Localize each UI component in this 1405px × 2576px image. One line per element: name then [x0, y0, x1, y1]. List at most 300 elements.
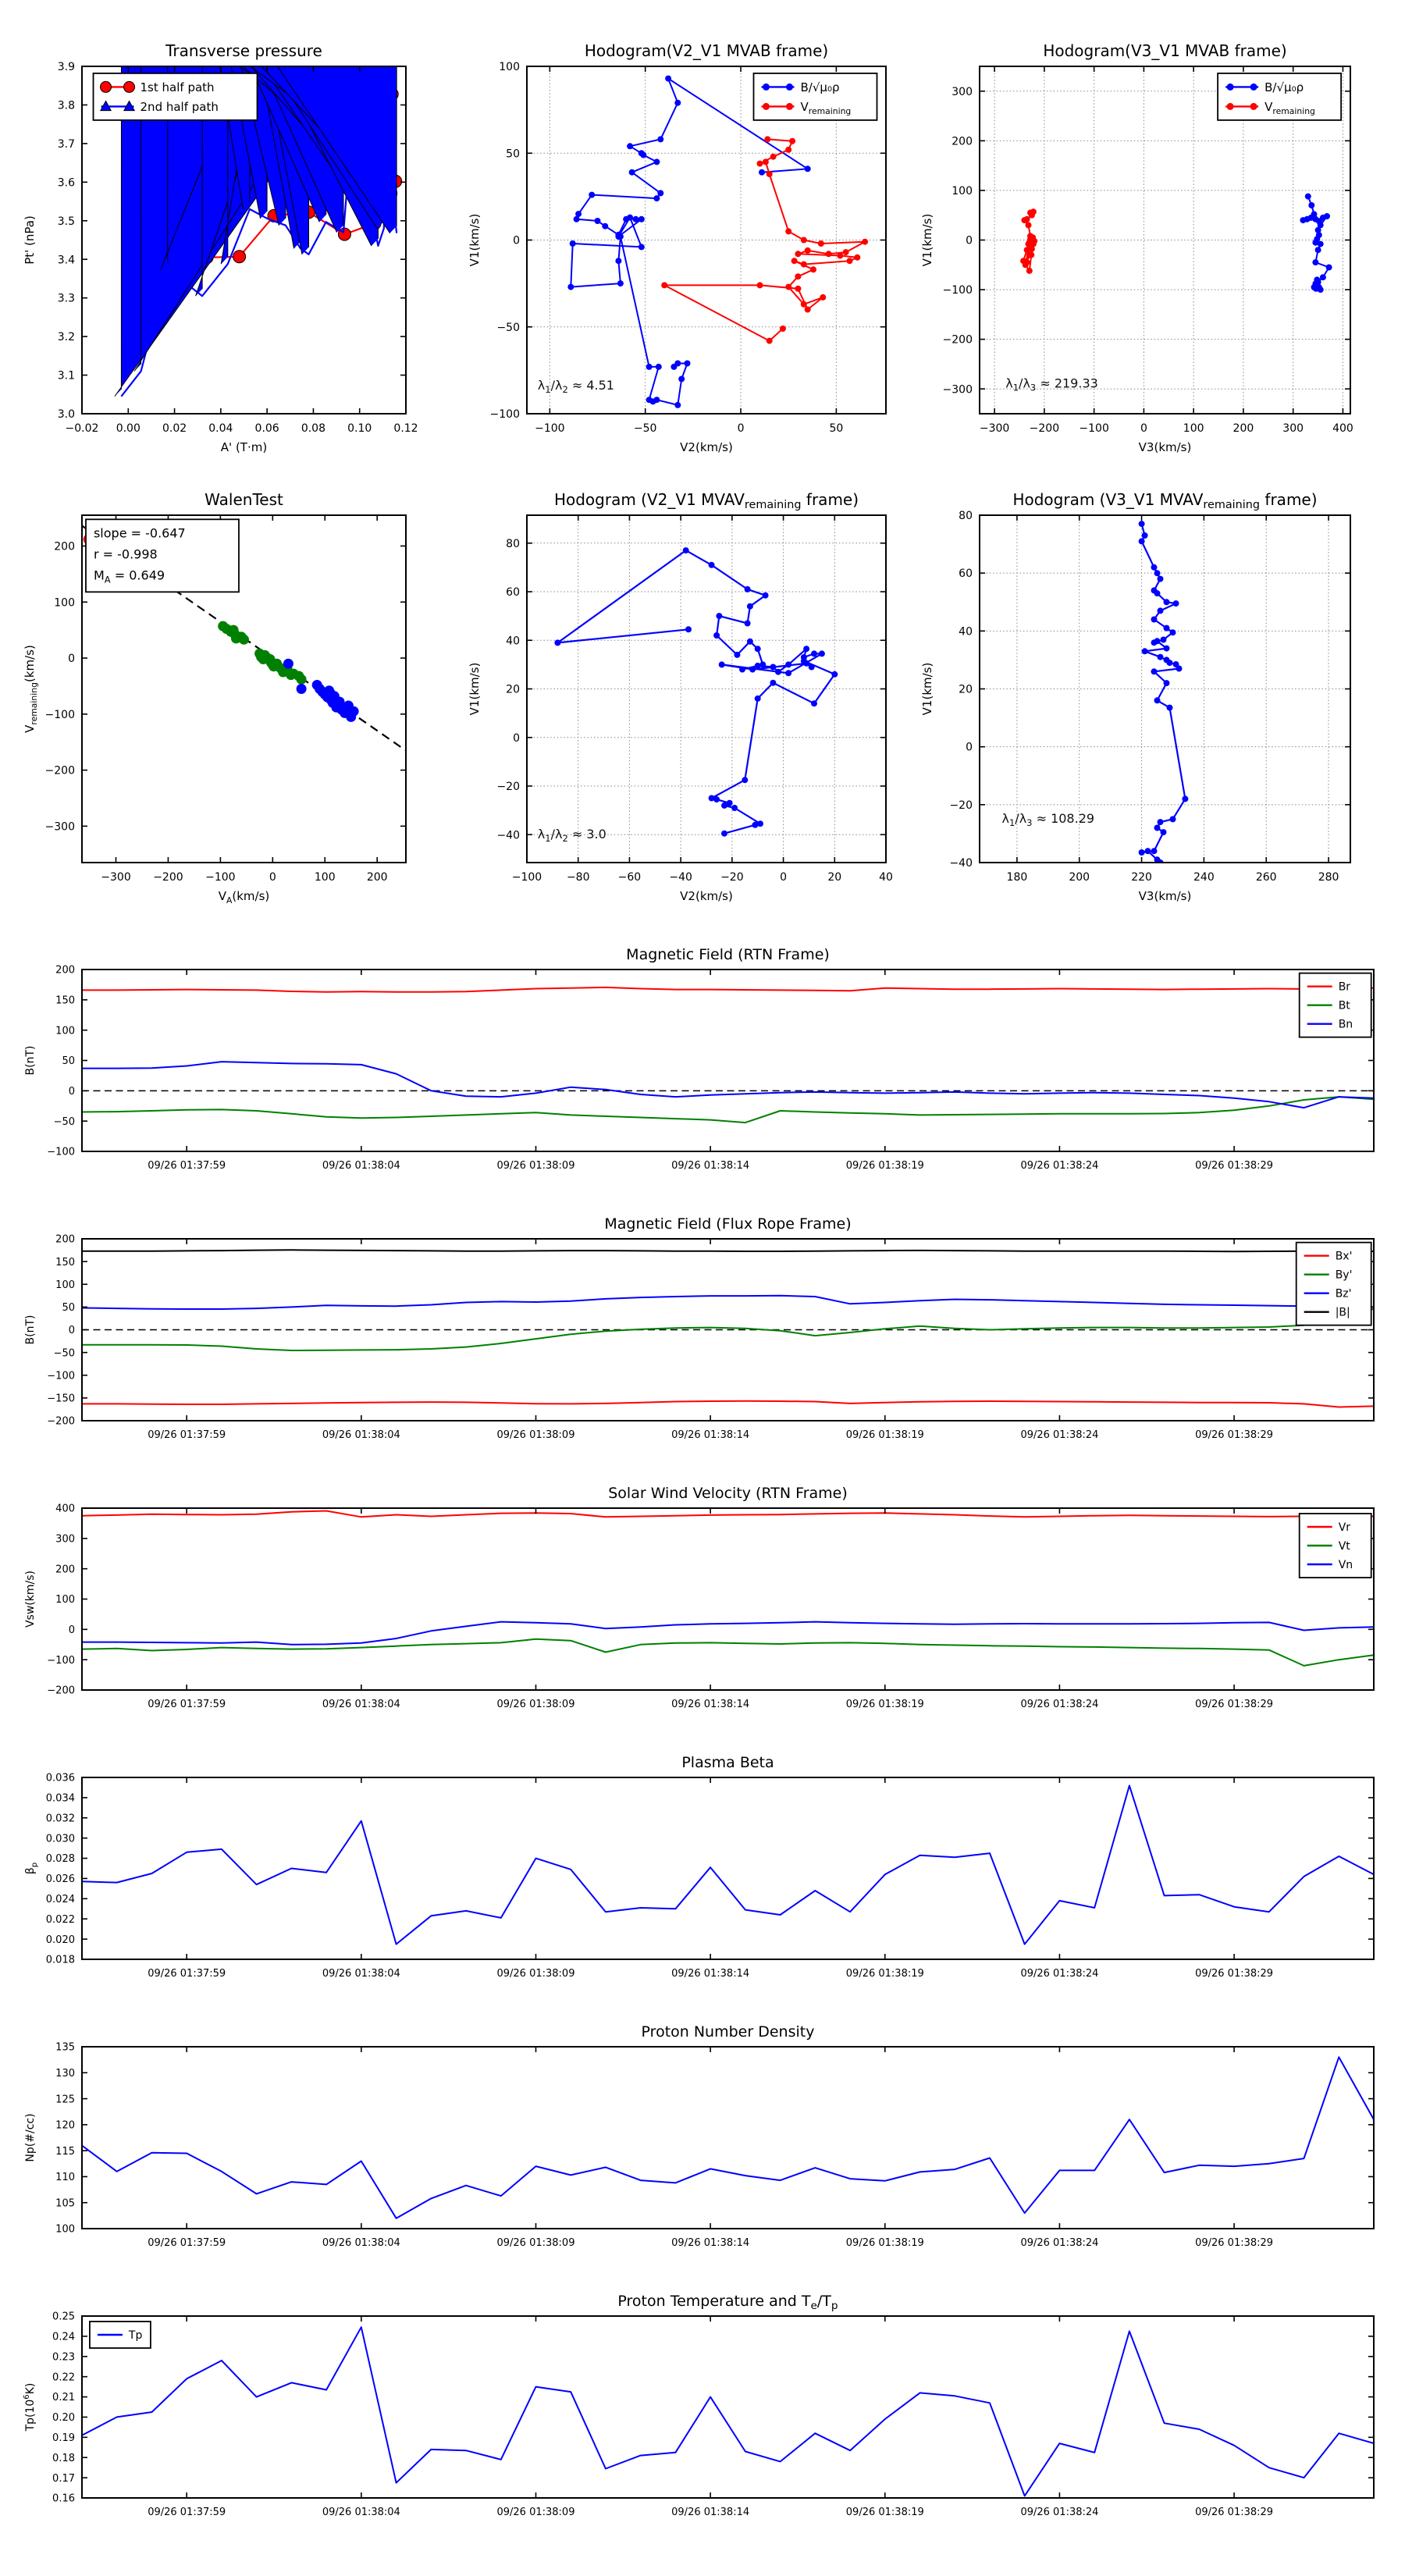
hodogram-v2v1-mvab-marker-1 [826, 251, 832, 257]
hodogram-v3v1-mvab-legend [1218, 73, 1341, 120]
plot-hodogram-v3v1-mvav [898, 449, 1405, 906]
hodogram-v2v1-mvav-marker-0 [755, 663, 761, 669]
axes-frame [82, 2047, 1374, 2229]
x-tick-label: 0.00 [116, 422, 140, 435]
y-tick-label: 0.20 [52, 2412, 75, 2425]
walen-test-title: WalenTest [205, 490, 283, 509]
hodogram-v3v1-mvav-ylabel: V1(km/s) [920, 662, 934, 716]
hodogram-v2v1-mvab-legend-marker [763, 84, 770, 91]
y-tick-label: 0.18 [52, 2452, 75, 2464]
transverse-pressure-title: Transverse pressure [165, 41, 322, 60]
x-tick-label: 09/26 01:38:09 [496, 2507, 575, 2518]
y-tick-label: 135 [55, 2041, 75, 2054]
x-tick-label: 09/26 01:38:29 [1195, 1160, 1274, 1172]
hodogram-v2v1-mvav-marker-0 [747, 603, 753, 610]
hodogram-v2v1-mvav-marker-0 [731, 805, 738, 811]
y-tick-label: 300 [951, 85, 973, 98]
x-tick-label: 09/26 01:37:59 [148, 1160, 226, 1172]
hodogram-v2v1-mvab-legend-label: B/√μ₀ρ [800, 80, 840, 94]
x-tick-label: 09/26 01:38:14 [671, 2507, 750, 2518]
x-tick-label: 09/26 01:38:29 [1195, 1699, 1274, 1710]
y-tick-label: 100 [499, 61, 520, 74]
hodogram-v3v1-mvab-legend-marker [1227, 103, 1234, 110]
solar-wind-velocity-legend-label: Vt [1338, 1540, 1350, 1553]
y-tick-label: 3.3 [57, 292, 75, 305]
hodogram-v2v1-mvab-title: Hodogram(V2_V1 MVAB frame) [584, 41, 829, 60]
y-tick-label: −300 [44, 820, 75, 834]
y-tick-label: 20 [959, 683, 973, 696]
walen-test-marker-3 [324, 685, 334, 696]
x-tick-label: 09/26 01:38:29 [1195, 1429, 1274, 1441]
hodogram-v2v1-mvab-marker-0 [670, 364, 677, 370]
x-tick-label: 09/26 01:38:09 [496, 1699, 575, 1710]
hodogram-v2v1-mvav-marker-0 [759, 661, 766, 667]
hodogram-v2v1-mvab-marker-1 [785, 147, 791, 153]
y-tick-label: 120 [55, 2119, 75, 2132]
x-tick-label: 09/26 01:38:09 [496, 1968, 575, 1980]
hodogram-v2v1-mvab-marker-0 [685, 361, 691, 367]
hodogram-v2v1-mvav-ylabel: V1(km/s) [468, 662, 482, 716]
hodogram-v2v1-mvav-marker-0 [770, 680, 776, 686]
x-tick-label: 09/26 01:37:59 [148, 1429, 226, 1441]
hodogram-v2v1-mvab-marker-0 [638, 216, 645, 222]
plot-proton-temperature [0, 2275, 1405, 2545]
plot-walen-test [0, 449, 468, 906]
hodogram-v3v1-mvab-marker-0 [1029, 212, 1035, 219]
x-tick-label: −100 [511, 871, 542, 884]
x-tick-label: 09/26 01:38:24 [1020, 1968, 1099, 1980]
x-tick-label: 09/26 01:38:24 [1020, 1160, 1099, 1172]
y-tick-label: 3.6 [57, 176, 75, 190]
x-tick-label: −200 [153, 871, 183, 884]
hodogram-v2v1-mvav-marker-0 [803, 646, 809, 652]
transverse-pressure-xlabel: A' (T·m) [220, 440, 268, 454]
hodogram-v3v1-mvab-marker-1 [1313, 286, 1319, 292]
x-tick-label: 09/26 01:38:29 [1195, 1968, 1274, 1980]
hodogram-v2v1-mvab-marker-0 [633, 216, 639, 222]
hodogram-v2v1-mvab-marker-0 [617, 233, 624, 240]
x-tick-label: 09/26 01:38:14 [671, 1968, 750, 1980]
hodogram-v2v1-mvab-marker-1 [785, 284, 791, 290]
y-tick-label: 0 [68, 653, 75, 666]
plot-hodogram-v2v1-mvav [445, 449, 913, 906]
hodogram-v2v1-mvab-marker-0 [759, 169, 765, 176]
hodogram-v2v1-mvab-marker-1 [785, 228, 791, 234]
x-tick-label: 300 [1282, 422, 1304, 435]
y-tick-label: 0.020 [45, 1934, 75, 1946]
y-tick-label: 400 [55, 1503, 75, 1515]
y-tick-label: −40 [496, 829, 520, 842]
axes-frame [82, 1508, 1374, 1690]
hodogram-v3v1-mvav-xlabel: V3(km/s) [1138, 889, 1192, 903]
proton-number-density-line-0 [82, 2057, 1374, 2218]
walen-test-marker-3 [297, 684, 307, 694]
x-tick-label: −100 [1079, 422, 1109, 435]
hodogram-v3v1-mvav-marker-0 [1154, 590, 1161, 596]
y-tick-label: 0.25 [52, 2311, 75, 2323]
y-tick-label: 0.028 [45, 1853, 75, 1866]
y-tick-label: −200 [47, 1415, 75, 1428]
hodogram-v2v1-mvab-marker-1 [854, 254, 860, 261]
hodogram-v2v1-mvab-marker-0 [656, 364, 662, 370]
hodogram-v2v1-mvab-marker-1 [801, 301, 807, 308]
axes-frame [82, 1777, 1374, 1959]
y-tick-label: 3.2 [57, 331, 75, 344]
y-tick-label: 0.22 [52, 2371, 75, 2384]
hodogram-v2v1-mvab-marker-0 [602, 223, 608, 229]
hodogram-v2v1-mvav-marker-0 [785, 661, 791, 667]
magnetic-field-flux-rope-ylabel: B(nT) [24, 1315, 37, 1345]
x-tick-label: 0.06 [254, 422, 279, 435]
axes-frame [82, 970, 1374, 1151]
x-tick-label: 09/26 01:38:24 [1020, 2237, 1099, 2249]
hodogram-v3v1-mvab-legend-label: $V_{remaining}$ [1264, 99, 1315, 116]
y-tick-label: 3.9 [57, 61, 75, 74]
y-tick-label: 200 [54, 540, 75, 553]
hodogram-v2v1-mvav-marker-0 [811, 650, 817, 656]
axes-frame [82, 2316, 1374, 2498]
x-tick-label: 20 [827, 871, 842, 884]
hodogram-v2v1-mvab-legend [754, 73, 877, 120]
hodogram-v3v1-mvab-marker-0 [1023, 262, 1029, 268]
magnetic-field-flux-rope-legend-label: By' [1335, 1268, 1353, 1282]
hodogram-v2v1-mvab-marker-1 [843, 249, 849, 255]
x-tick-label: 09/26 01:38:14 [671, 1699, 750, 1710]
x-tick-label: 240 [1193, 871, 1215, 884]
hodogram-v2v1-mvab-marker-1 [757, 282, 763, 288]
transverse-pressure-marker-0 [233, 251, 246, 263]
hodogram-v2v1-mvab-legend-marker [786, 84, 793, 91]
y-tick-label: 3.4 [57, 254, 75, 267]
hodogram-v3v1-mvav-marker-0 [1142, 648, 1148, 654]
hodogram-v2v1-mvav-marker-0 [819, 650, 825, 656]
hodogram-v2v1-mvab-marker-0 [646, 364, 653, 370]
hodogram-v2v1-mvab-marker-0 [629, 169, 635, 176]
transverse-pressure-ylabel: Pt' (nPa) [23, 215, 37, 265]
hodogram-v2v1-mvab-marker-1 [763, 158, 769, 165]
magnetic-field-rtn-line-2 [82, 1062, 1374, 1108]
hodogram-v3v1-mvab-title: Hodogram(V3_V1 MVAB frame) [1043, 41, 1287, 60]
x-tick-label: 09/26 01:37:59 [148, 1968, 226, 1980]
y-tick-label: 100 [951, 184, 973, 197]
magnetic-field-flux-rope-line-3 [82, 1250, 1374, 1251]
walen-test-marker-3 [283, 659, 293, 669]
y-tick-label: 0.21 [52, 2392, 75, 2404]
y-tick-label: 0.034 [45, 1792, 75, 1805]
y-tick-label: 3.7 [57, 137, 75, 151]
hodogram-v2v1-mvav-marker-0 [716, 613, 722, 619]
x-tick-label: −100 [535, 422, 565, 435]
y-tick-label: −50 [496, 321, 520, 334]
hodogram-v2v1-mvav-marker-0 [831, 671, 838, 678]
x-tick-label: 50 [829, 422, 844, 435]
x-tick-label: 09/26 01:38:29 [1195, 2507, 1274, 2518]
hodogram-v2v1-mvab-ylabel: V1(km/s) [468, 213, 482, 267]
y-tick-label: −200 [44, 764, 75, 777]
hodogram-v2v1-mvab-marker-0 [657, 136, 663, 142]
y-tick-label: −100 [47, 1370, 75, 1382]
hodogram-v2v1-mvav-marker-0 [745, 586, 751, 592]
hodogram-v3v1-mvav-marker-0 [1167, 705, 1173, 711]
y-tick-label: −50 [53, 1347, 75, 1360]
y-tick-label: 60 [506, 586, 520, 600]
x-tick-label: 200 [1069, 871, 1090, 884]
y-tick-label: 0.030 [45, 1833, 75, 1845]
x-tick-label: 0 [1140, 422, 1147, 435]
magnetic-field-rtn-legend-label: Bn [1338, 1018, 1353, 1031]
plot-transverse-pressure [0, 0, 468, 457]
hodogram-v3v1-mvav-marker-0 [1139, 521, 1145, 527]
hodogram-v3v1-mvav-marker-0 [1151, 564, 1158, 571]
hodogram-v3v1-mvav-marker-0 [1145, 848, 1151, 854]
x-tick-label: 09/26 01:38:14 [671, 1429, 750, 1441]
magnetic-field-rtn-line-0 [82, 987, 1374, 992]
x-tick-label: −300 [101, 871, 131, 884]
plasma-beta-line-0 [82, 1785, 1374, 1944]
hodogram-v3v1-mvab-marker-1 [1305, 194, 1311, 200]
y-tick-label: 0 [68, 1086, 75, 1098]
magnetic-field-flux-rope-legend [1297, 1243, 1371, 1325]
x-tick-label: 09/26 01:38:19 [845, 2237, 924, 2249]
hodogram-v2v1-mvav-marker-0 [755, 646, 761, 652]
hodogram-v2v1-mvav-xlabel: V2(km/s) [680, 889, 733, 903]
hodogram-v3v1-mvav-marker-0 [1182, 795, 1188, 802]
plot-magnetic-field-rtn [0, 929, 1405, 1198]
hodogram-v3v1-mvav-marker-0 [1139, 538, 1145, 544]
hodogram-v2v1-mvav-marker-0 [709, 562, 715, 568]
hodogram-v3v1-mvav-marker-0 [1154, 570, 1161, 576]
y-tick-label: 3.0 [57, 408, 75, 422]
y-tick-label: 0 [966, 234, 973, 247]
y-tick-label: 0 [966, 741, 973, 754]
hodogram-v2v1-mvab-marker-1 [805, 247, 811, 254]
x-tick-label: 0.10 [347, 422, 372, 435]
y-tick-label: 40 [506, 635, 520, 648]
solar-wind-velocity-legend-label: Vn [1338, 1559, 1353, 1572]
x-tick-label: 40 [879, 871, 893, 884]
hodogram-v3v1-mvab-marker-0 [1021, 217, 1027, 223]
x-tick-label: 0.08 [301, 422, 326, 435]
plot-magnetic-field-flux-rope [0, 1198, 1405, 1468]
walen-test-stats-line: $M_A = 0.649$ [93, 568, 165, 585]
hodogram-v2v1-mvav-marker-0 [721, 802, 727, 809]
y-tick-label: −100 [47, 1654, 75, 1667]
magnetic-field-flux-rope-line-0 [82, 1401, 1374, 1407]
walen-test-marker-2 [239, 635, 249, 645]
x-tick-label: 0.12 [393, 422, 418, 435]
x-tick-label: 09/26 01:38:14 [671, 1160, 750, 1172]
hodogram-v3v1-mvav-marker-0 [1158, 819, 1164, 825]
x-tick-label: 0.02 [162, 422, 187, 435]
hodogram-v2v1-mvab-marker-1 [661, 282, 667, 288]
transverse-pressure-legend [94, 73, 258, 120]
hodogram-v3v1-mvav-marker-0 [1154, 638, 1161, 644]
solar-wind-velocity-line-0 [82, 1511, 1374, 1517]
x-tick-label: 260 [1255, 871, 1277, 884]
y-tick-label: 50 [506, 148, 520, 161]
magnetic-field-flux-rope-legend-label: |B| [1335, 1306, 1350, 1319]
hodogram-v2v1-mvav-marker-0 [785, 670, 791, 676]
y-tick-label: 100 [55, 2223, 75, 2236]
hodogram-v2v1-mvav-marker-0 [770, 664, 776, 671]
hodogram-v2v1-mvav-marker-0 [742, 777, 748, 783]
y-tick-label: 150 [55, 994, 75, 1007]
x-tick-label: 09/26 01:38:24 [1020, 1429, 1099, 1441]
y-tick-label: 300 [55, 1533, 75, 1546]
magnetic-field-rtn-line-1 [82, 1097, 1374, 1123]
hodogram-v3v1-mvav-marker-0 [1158, 576, 1164, 582]
y-tick-label: 130 [55, 2067, 75, 2080]
hodogram-v3v1-mvab-marker-0 [1028, 252, 1034, 258]
magnetic-field-rtn-legend-label: Br [1338, 980, 1351, 994]
hodogram-v2v1-mvab-marker-1 [791, 258, 798, 264]
walen-test-xlabel: $V_A(km/s)$ [218, 889, 270, 906]
transverse-pressure-legend-marker [124, 81, 135, 92]
hodogram-v3v1-mvav-marker-0 [1164, 599, 1170, 605]
x-tick-label: 180 [1006, 871, 1028, 884]
x-tick-label: −200 [1029, 422, 1060, 435]
x-tick-label: −20 [720, 871, 744, 884]
proton-number-density-ylabel: Np(#/cc) [24, 2113, 37, 2162]
magnetic-field-rtn-legend [1300, 973, 1371, 1037]
solar-wind-velocity-ylabel: Vsw(km/s) [24, 1570, 37, 1628]
hodogram-v2v1-mvab-marker-1 [801, 237, 807, 244]
hodogram-v3v1-mvab-marker-1 [1314, 276, 1320, 283]
hodogram-v2v1-mvab-marker-0 [589, 192, 595, 198]
x-tick-label: 280 [1318, 871, 1339, 884]
y-tick-label: 200 [55, 1233, 75, 1246]
hodogram-v3v1-mvav-marker-0 [1151, 617, 1158, 623]
hodogram-v2v1-mvav-marker-0 [749, 667, 756, 673]
hodogram-v2v1-mvab-marker-0 [638, 244, 645, 250]
x-tick-label: 09/26 01:38:09 [496, 1160, 575, 1172]
hodogram-v3v1-mvav-marker-0 [1167, 660, 1173, 666]
y-tick-label: 80 [959, 510, 973, 523]
plasma-beta-title: Plasma Beta [681, 1754, 774, 1771]
x-tick-label: −0.02 [65, 422, 99, 435]
proton-temperature-ylabel: $Tp(10^6K)$ [23, 2382, 37, 2432]
y-tick-label: 0.24 [52, 2331, 75, 2343]
hodogram-v2v1-mvab-marker-1 [810, 266, 816, 272]
transverse-pressure-legend-marker [101, 81, 112, 92]
hodogram-v2v1-mvab-xlabel: V2(km/s) [680, 440, 733, 454]
hodogram-v2v1-mvab-marker-0 [653, 195, 660, 201]
plot-plasma-beta [0, 1737, 1405, 2006]
y-tick-label: −100 [489, 408, 520, 422]
x-tick-label: 09/26 01:37:59 [148, 2507, 226, 2518]
x-tick-label: 200 [1232, 422, 1254, 435]
y-tick-label: 0.032 [45, 1813, 75, 1825]
hodogram-v2v1-mvab-marker-0 [574, 216, 580, 222]
x-tick-label: 09/26 01:38:09 [496, 2237, 575, 2249]
hodogram-v2v1-mvav-marker-0 [747, 639, 753, 645]
plasma-beta-ylabel: $\beta_p$ [24, 1862, 39, 1875]
hodogram-v2v1-mvab-marker-1 [764, 136, 770, 142]
x-tick-label: 09/26 01:38:09 [496, 1429, 575, 1441]
hodogram-v3v1-mvab-marker-1 [1324, 213, 1330, 219]
proton-temperature-line-0 [82, 2327, 1374, 2496]
y-tick-label: 0.024 [45, 1894, 75, 1906]
hodogram-v3v1-mvav-line-0 [1142, 524, 1186, 863]
hodogram-v2v1-mvab-marker-1 [770, 154, 777, 160]
magnetic-field-rtn-title: Magnetic Field (RTN Frame) [626, 946, 830, 963]
y-tick-label: 125 [55, 2094, 75, 2106]
hodogram-v2v1-mvab-marker-0 [665, 76, 671, 82]
hodogram-v3v1-mvab-marker-1 [1315, 247, 1321, 253]
hodogram-v3v1-mvab-legend-label: B/√μ₀ρ [1264, 80, 1304, 94]
y-tick-label: 3.5 [57, 215, 75, 228]
hodogram-v3v1-mvav-annotation: $\lambda_1/\lambda_3 \approx 108.29$ [1001, 810, 1095, 828]
y-tick-label: 100 [55, 1279, 75, 1291]
x-tick-label: 09/26 01:38:19 [845, 2507, 924, 2518]
y-tick-label: 100 [55, 1594, 75, 1606]
y-tick-label: −100 [47, 1146, 75, 1158]
y-tick-label: −150 [47, 1393, 75, 1405]
hodogram-v2v1-mvab-annotation: $\lambda_1/\lambda_2 \approx 4.51$ [537, 377, 614, 395]
hodogram-v2v1-mvav-marker-0 [719, 661, 725, 667]
hodogram-v2v1-mvab-marker-1 [757, 161, 763, 167]
plot-solar-wind-velocity [0, 1468, 1405, 1737]
hodogram-v2v1-mvab-marker-0 [653, 397, 660, 403]
x-tick-label: 09/26 01:38:19 [845, 1429, 924, 1441]
hodogram-v2v1-mvav-marker-0 [755, 696, 761, 702]
x-tick-label: 200 [366, 871, 388, 884]
solar-wind-velocity-legend [1300, 1514, 1371, 1578]
y-tick-label: 0.19 [52, 2432, 75, 2445]
hodogram-v3v1-mvab-xlabel: V3(km/s) [1138, 440, 1192, 454]
hodogram-v3v1-mvav-marker-0 [1151, 668, 1158, 674]
x-tick-label: 09/26 01:38:04 [322, 1699, 400, 1710]
plot-hodogram-v2v1-mvab [445, 0, 913, 457]
hodogram-v3v1-mvab-marker-1 [1320, 274, 1326, 280]
y-tick-label: 0 [68, 1325, 75, 1337]
hodogram-v3v1-mvav-marker-0 [1176, 666, 1183, 672]
x-tick-label: −50 [633, 422, 657, 435]
hodogram-v2v1-mvab-legend-label: $V_{remaining}$ [800, 99, 852, 116]
hodogram-v2v1-mvav-marker-0 [683, 547, 689, 553]
transverse-pressure-legend-label: 2nd half path [140, 99, 219, 114]
hodogram-v3v1-mvab-legend-marker [1227, 84, 1234, 91]
x-tick-label: 09/26 01:38:04 [322, 2507, 400, 2518]
x-tick-label: 09/26 01:38:04 [322, 1968, 400, 1980]
x-tick-label: 09/26 01:38:24 [1020, 2507, 1099, 2518]
x-tick-label: −100 [205, 871, 236, 884]
hodogram-v2v1-mvab-marker-0 [640, 152, 646, 158]
x-tick-label: 09/26 01:38:24 [1020, 1699, 1099, 1710]
hodogram-v3v1-mvav-marker-0 [1161, 829, 1167, 835]
hodogram-v2v1-mvav-marker-0 [811, 700, 817, 706]
x-tick-label: −40 [669, 871, 692, 884]
hodogram-v2v1-mvab-marker-0 [657, 190, 663, 196]
magnetic-field-flux-rope-title: Magnetic Field (Flux Rope Frame) [604, 1215, 852, 1233]
y-tick-label: 3.8 [57, 99, 75, 112]
x-tick-label: 100 [314, 871, 336, 884]
hodogram-v2v1-mvav-marker-0 [763, 592, 769, 599]
proton-temperature-legend [90, 2322, 151, 2348]
proton-temperature-legend-label: Tp [128, 2329, 143, 2343]
hodogram-v2v1-mvav-marker-0 [752, 822, 758, 828]
x-tick-label: 100 [1183, 422, 1204, 435]
hodogram-v2v1-mvab-marker-1 [767, 338, 773, 344]
y-tick-label: 0.022 [45, 1913, 75, 1926]
hodogram-v3v1-mvab-marker-1 [1318, 241, 1324, 247]
hodogram-v2v1-mvav-marker-0 [809, 664, 815, 671]
y-tick-label: 200 [951, 135, 973, 148]
y-tick-label: 50 [62, 1055, 75, 1068]
walen-test-stats-line: r = -0.998 [93, 546, 158, 562]
hodogram-v3v1-mvav-marker-0 [1170, 629, 1176, 635]
proton-temperature-title: Proton Temperature and $T_e/T_p$ [617, 2293, 838, 2312]
